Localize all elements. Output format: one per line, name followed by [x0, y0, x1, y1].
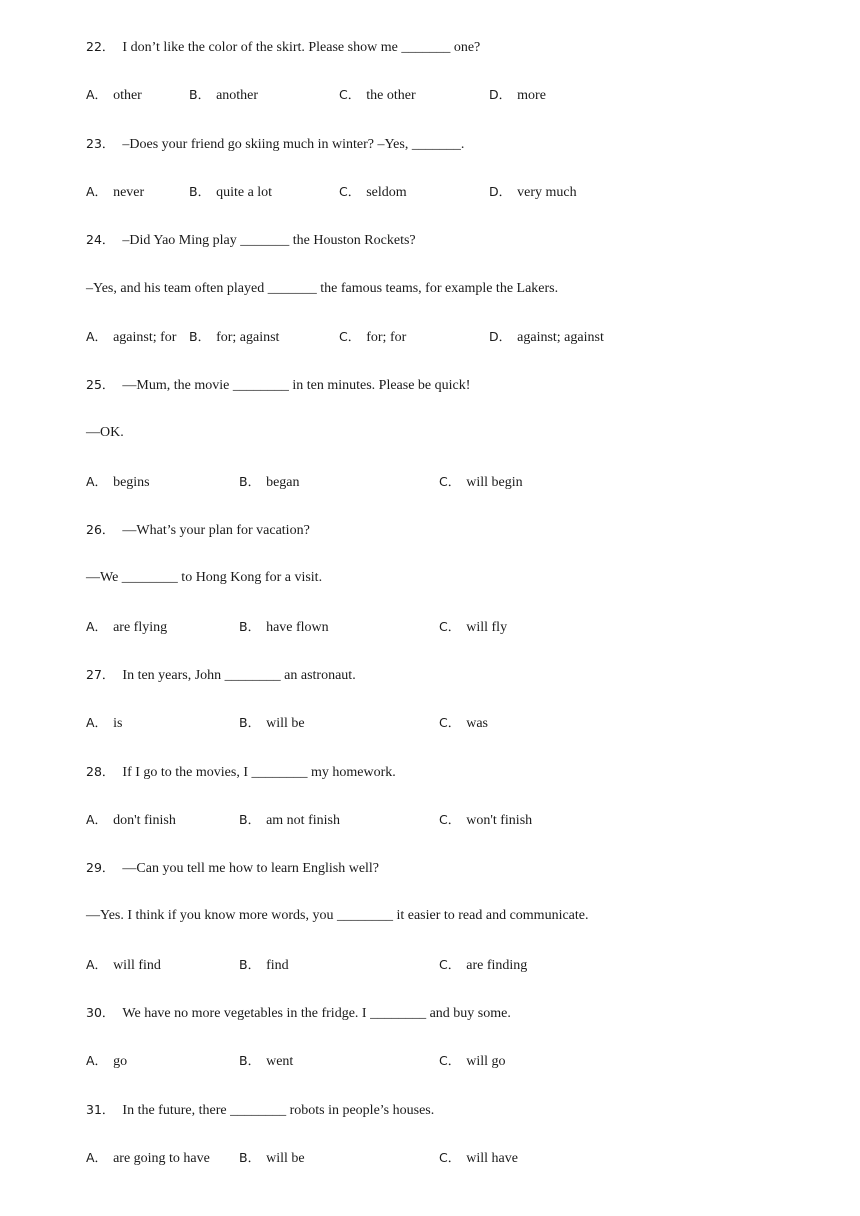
question-text: —Can you tell me how to learn English well?: [122, 861, 380, 877]
answer-option[interactable]: [86, 471, 150, 494]
question-number: 30．: [86, 1005, 115, 1020]
option-text: will find: [113, 957, 161, 973]
question-number: 23．: [86, 135, 115, 151]
question-stem: [86, 664, 356, 686]
option-text: find: [266, 957, 289, 973]
question-number: 22．: [86, 39, 115, 54]
option-text: began: [266, 474, 300, 490]
answer-option[interactable]: [489, 84, 546, 107]
answer-option[interactable]: [439, 471, 523, 494]
option-letter: A．: [86, 1149, 108, 1165]
option-text: against; for: [113, 329, 177, 345]
option-text: won't finish: [466, 812, 533, 828]
question-number: 29．: [86, 860, 115, 876]
option-text: other: [113, 88, 142, 104]
question-stem: [86, 36, 480, 58]
option-text: was: [466, 716, 489, 732]
option-letter: B．: [189, 328, 211, 344]
answer-option[interactable]: [489, 326, 604, 349]
answer-option[interactable]: [86, 1050, 127, 1073]
question-number: 28．: [86, 763, 115, 779]
options-row: [86, 809, 786, 831]
option-letter: D．: [489, 87, 512, 103]
option-text: went: [266, 1054, 294, 1070]
option-letter: C．: [439, 956, 461, 972]
option-letter: B．: [239, 956, 261, 972]
question-number: 24．: [86, 232, 115, 248]
option-text: will begin: [466, 474, 523, 490]
option-letter: A．: [86, 183, 108, 199]
option-text: are flying: [113, 619, 168, 635]
answer-option[interactable]: [86, 181, 144, 204]
option-letter: A．: [86, 87, 108, 103]
option-letter: A．: [86, 1053, 108, 1069]
answer-option[interactable]: [339, 326, 406, 349]
question-text: –Does your friend go skiing much in winter? –Yes, _______.: [122, 136, 465, 152]
option-text: for; against: [216, 329, 280, 345]
question-stem: [86, 1099, 434, 1121]
option-letter: C．: [439, 715, 461, 731]
question-stem: [86, 519, 310, 541]
answer-option[interactable]: [86, 1147, 210, 1170]
option-text: will go: [466, 1054, 506, 1070]
option-text: go: [113, 1054, 128, 1070]
option-text: will have: [466, 1150, 518, 1166]
question-stem: [86, 1002, 511, 1024]
options-row: [86, 1147, 786, 1169]
answer-option[interactable]: [239, 471, 300, 494]
option-text: more: [517, 88, 546, 104]
options-row: [86, 326, 786, 348]
option-letter: C．: [439, 811, 461, 827]
question-stem: [86, 374, 470, 396]
option-letter: B．: [239, 1149, 261, 1165]
options-row: [86, 84, 786, 106]
option-text: another: [216, 88, 259, 104]
option-letter: A．: [86, 811, 108, 827]
option-letter: C．: [339, 87, 361, 103]
question-text: In the future, there ________ robots in people’s houses.: [122, 1102, 435, 1118]
option-letter: B．: [239, 618, 261, 634]
option-text: are going to have: [113, 1150, 210, 1166]
option-text: the other: [366, 88, 416, 104]
option-letter: B．: [239, 1053, 261, 1069]
option-text: seldom: [366, 184, 407, 200]
option-letter: C．: [339, 183, 361, 199]
question-text: In ten years, John ________ an astronaut.: [122, 667, 356, 683]
option-text: begins: [113, 474, 150, 490]
option-letter: C．: [439, 618, 461, 634]
option-text: against; against: [517, 329, 604, 345]
question-text: I don’t like the color of the skirt. Please show me _______ one?: [122, 40, 481, 55]
options-row: [86, 954, 786, 976]
question-text: –Did Yao Ming play _______ the Houston Rockets?: [122, 233, 416, 249]
option-letter: B．: [239, 811, 261, 827]
question-stem: [86, 133, 464, 155]
answer-option[interactable]: [439, 616, 507, 639]
answer-option[interactable]: [339, 84, 416, 107]
answer-option[interactable]: [86, 809, 176, 832]
question-number: 26．: [86, 522, 115, 537]
answer-option[interactable]: [189, 84, 258, 107]
answer-option[interactable]: [239, 809, 340, 832]
option-text: are finding: [466, 957, 528, 973]
option-text: quite a lot: [216, 184, 273, 200]
option-text: have flown: [266, 619, 329, 635]
option-text: am not finish: [266, 812, 340, 828]
option-letter: C．: [339, 328, 361, 344]
question-number: 31．: [86, 1101, 115, 1117]
option-letter: C．: [439, 473, 461, 489]
answer-option[interactable]: [239, 1147, 305, 1170]
option-letter: B．: [239, 473, 261, 489]
options-row: [86, 181, 786, 203]
answer-option[interactable]: [239, 616, 329, 639]
question-number: 27．: [86, 666, 115, 682]
answer-option[interactable]: [189, 181, 272, 204]
question-text: —Mum, the movie ________ in ten minutes. Please be quick!: [122, 378, 471, 394]
question-stem: [86, 229, 416, 251]
answer-option[interactable]: [86, 954, 161, 977]
option-letter: C．: [439, 1053, 461, 1069]
answer-option[interactable]: [86, 84, 142, 107]
options-row: [86, 1050, 786, 1072]
answer-option[interactable]: [239, 712, 305, 735]
question-text: We have no more vegetables in the fridge. I ________ and buy some.: [122, 1006, 511, 1021]
option-letter: D．: [489, 328, 512, 344]
option-letter: D．: [489, 183, 512, 199]
answer-option[interactable]: [489, 181, 577, 204]
answer-option[interactable]: [239, 954, 289, 977]
option-letter: B．: [189, 183, 211, 199]
answer-option[interactable]: [86, 712, 122, 735]
answer-option[interactable]: [439, 1050, 506, 1073]
option-text: very much: [517, 184, 577, 200]
answer-option[interactable]: [86, 326, 176, 349]
question-number: 25．: [86, 377, 115, 393]
option-letter: A．: [86, 618, 108, 634]
question-dialogue-line: —Yes. I think if you know more words, you ________ it easier to read and communicate.: [86, 908, 589, 924]
answer-option[interactable]: [439, 712, 488, 735]
answer-option[interactable]: [239, 1050, 293, 1073]
option-letter: A．: [86, 473, 108, 489]
option-letter: C．: [439, 1149, 461, 1165]
option-text: for; for: [366, 329, 407, 345]
answer-option[interactable]: [439, 954, 527, 977]
option-letter: A．: [86, 715, 108, 731]
option-letter: B．: [189, 87, 211, 103]
question-stem: [86, 761, 396, 783]
question-text: If I go to the movies, I ________ my homework.: [122, 764, 396, 780]
option-text: never: [113, 184, 145, 200]
options-row: [86, 616, 786, 638]
option-text: will be: [266, 716, 305, 732]
answer-option[interactable]: [439, 1147, 518, 1170]
option-letter: A．: [86, 328, 108, 344]
option-text: will fly: [466, 619, 508, 635]
option-letter: A．: [86, 956, 108, 972]
question-dialogue-line: –Yes, and his team often played _______ the famous teams, for example the Lakers.: [86, 280, 559, 296]
question-dialogue-line: —OK.: [86, 425, 124, 441]
answer-option[interactable]: [439, 809, 532, 832]
options-row: [86, 471, 786, 493]
option-letter: B．: [239, 715, 261, 731]
answer-option[interactable]: [339, 181, 407, 204]
option-text: is: [113, 716, 123, 732]
option-text: don't finish: [113, 812, 176, 828]
options-row: [86, 712, 786, 734]
question-text: —What’s your plan for vacation?: [122, 523, 310, 538]
option-text: will be: [266, 1150, 305, 1166]
answer-option[interactable]: [189, 326, 279, 349]
question-dialogue-line: —We ________ to Hong Kong for a visit.: [86, 570, 323, 586]
question-stem: [86, 857, 379, 879]
answer-option[interactable]: [86, 616, 167, 639]
